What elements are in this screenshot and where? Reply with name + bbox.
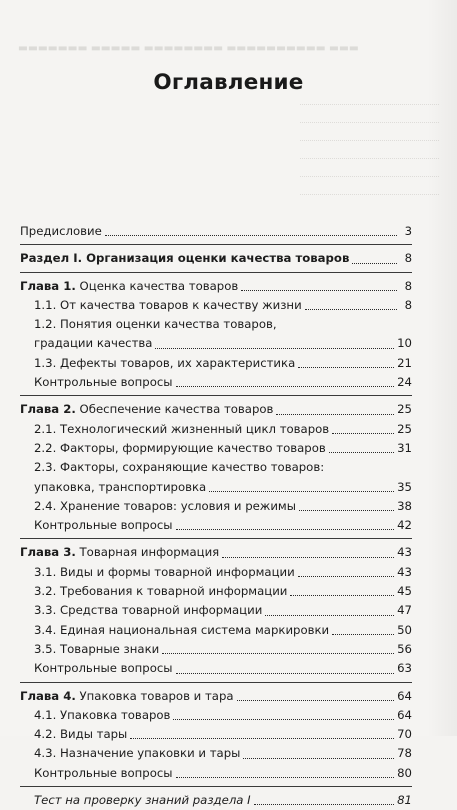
dot-leader — [176, 673, 395, 674]
page-number: 35 — [397, 479, 412, 494]
toc-entry[interactable] — [20, 764, 412, 783]
toc-entry[interactable] — [20, 400, 412, 419]
page-number: 25 — [397, 402, 412, 417]
dot-leader — [298, 367, 394, 368]
page-number: 43 — [397, 564, 412, 579]
bleed-through-line — [300, 140, 439, 141]
page-number: 25 — [397, 421, 412, 436]
toc-entry-label: 1.2. Понятия оценки качества товаров, — [34, 317, 277, 332]
page-number: 45 — [397, 584, 412, 599]
toc-entry[interactable] — [20, 296, 412, 315]
dot-leader — [222, 557, 394, 558]
toc-entry[interactable] — [20, 373, 412, 392]
toc-entry-label: упаковка, транспортировка — [34, 479, 207, 494]
page-edge-shadow — [427, 0, 457, 736]
page-title: Оглавление — [153, 70, 304, 95]
page-number: 63 — [397, 661, 412, 676]
toc-entry-label: Контрольные вопросы — [34, 661, 173, 676]
dot-leader — [243, 758, 394, 759]
toc-entry-label: Раздел I. Организация оценки качества товаров — [20, 251, 350, 266]
toc-entry[interactable] — [20, 601, 412, 620]
toc-entry-label: Контрольные вопросы — [34, 375, 173, 390]
toc-entry-label: 2.2. Факторы, формирующие качество товаров — [34, 440, 326, 455]
toc-entry[interactable] — [20, 458, 412, 477]
toc-entry[interactable] — [20, 516, 412, 535]
section-divider — [20, 786, 412, 787]
toc-entry[interactable] — [20, 222, 412, 241]
page-number: 8 — [404, 251, 412, 266]
toc-entry-label: Предисловие — [20, 224, 102, 238]
bleed-through-line — [300, 122, 439, 123]
toc-entry[interactable] — [20, 478, 412, 497]
page-number: 8 — [404, 297, 412, 312]
toc-entry[interactable] — [20, 687, 412, 706]
toc-entry-label: 3.1. Виды и формы товарной информации — [34, 564, 295, 579]
bleed-through-header: ▬▬▬ ▬▬▬▬▬▬▬▬▬▬ ▬▬▬▬▬▬▬▬ ▬▬▬▬▬ ▬▬▬▬▬▬▬ — [18, 42, 359, 54]
toc-entry-label — [20, 400, 273, 419]
toc-entry[interactable] — [20, 277, 412, 296]
chapter-number: Глава 3. — [20, 545, 76, 560]
chapter-title: Обеспечение качества товаров — [75, 402, 274, 417]
chapter-number: Глава 2. — [20, 402, 76, 417]
dot-leader — [276, 414, 394, 415]
toc-entry-label: 3.2. Требования к товарной информации — [34, 584, 288, 599]
toc-entry[interactable] — [20, 315, 412, 334]
toc-entry[interactable] — [20, 420, 412, 439]
toc-entry[interactable] — [20, 334, 412, 353]
toc-entry-label: 1.1. От качества товаров к качеству жизни — [34, 297, 302, 312]
dot-leader — [105, 235, 397, 236]
section-divider — [20, 682, 412, 683]
page-number: 43 — [397, 545, 412, 560]
page-number: 38 — [397, 498, 412, 513]
toc-entry-label: 3.5. Товарные знаки — [34, 641, 160, 656]
bleed-through-line — [300, 158, 439, 159]
toc-entry-label — [20, 277, 238, 296]
toc-entry-label: Контрольные вопросы — [34, 518, 173, 533]
dot-leader — [329, 452, 394, 453]
section-divider — [20, 272, 412, 273]
dot-leader — [176, 529, 395, 530]
dot-leader — [298, 576, 394, 577]
dot-leader — [305, 309, 397, 310]
toc-entry[interactable] — [20, 543, 412, 562]
chapter-title: Товарная информация — [75, 545, 220, 560]
chapter-number: Глава 4. — [20, 688, 76, 703]
page-number: 80 — [397, 765, 412, 780]
toc-entry[interactable] — [20, 497, 412, 516]
toc-entry[interactable] — [20, 659, 412, 678]
dot-leader — [162, 653, 394, 654]
section-divider — [20, 395, 412, 396]
page-number: 50 — [397, 622, 412, 637]
chapter-title: Упаковка товаров и тара — [75, 688, 234, 703]
toc-entry-label: 4.2. Виды тары — [34, 727, 128, 742]
dot-leader — [332, 634, 394, 635]
page-number: 70 — [397, 727, 412, 742]
table-of-contents — [20, 222, 412, 810]
page-number: 56 — [397, 641, 412, 656]
page-number: 8 — [404, 278, 412, 293]
page-number: 10 — [397, 336, 412, 351]
toc-entry[interactable] — [20, 744, 412, 763]
page-number: 64 — [397, 707, 412, 722]
dot-leader — [155, 348, 394, 349]
page-number: 64 — [397, 688, 412, 703]
dot-leader — [176, 777, 395, 778]
dot-leader — [176, 386, 395, 387]
toc-entry-label: 2.4. Хранение товаров: условия и режимы — [34, 498, 296, 513]
toc-entry[interactable] — [20, 791, 412, 810]
bleed-through-line — [300, 194, 439, 195]
toc-entry-label: 4.3. Назначение упаковки и тары — [34, 746, 241, 761]
toc-entry-label: 4.1. Упаковка товаров — [34, 707, 171, 722]
page-number: 24 — [397, 375, 412, 390]
toc-entry-label: 3.4. Единая национальная система маркировки — [34, 622, 330, 637]
page-number: 21 — [397, 355, 412, 370]
toc-entry-label: Контрольные вопросы — [34, 765, 173, 780]
toc-entry[interactable] — [20, 563, 412, 582]
toc-entry-label: градации качества — [34, 336, 153, 351]
toc-entry-label: Тест на проверку знаний раздела I — [34, 793, 251, 808]
section-divider — [20, 538, 412, 539]
toc-entry[interactable] — [20, 706, 412, 725]
toc-entry-label — [20, 543, 219, 562]
toc-entry[interactable] — [20, 354, 412, 373]
toc-entry[interactable] — [20, 621, 412, 640]
toc-entry-label: 1.3. Дефекты товаров, их характеристика — [34, 355, 296, 370]
section-divider — [20, 244, 412, 245]
toc-entry[interactable] — [20, 249, 412, 268]
toc-entry[interactable] — [20, 582, 412, 601]
dot-leader — [299, 510, 394, 511]
bleed-through-line — [300, 176, 439, 177]
dot-leader — [173, 719, 394, 720]
page-number: 47 — [397, 603, 412, 618]
toc-entry-label: 2.3. Факторы, сохраняющие качество товаров: — [34, 460, 325, 475]
page-number: 3 — [404, 224, 412, 238]
dot-leader — [265, 615, 394, 616]
toc-entry-label: 2.1. Технологический жизненный цикл товаров — [34, 421, 330, 436]
dot-leader — [332, 433, 394, 434]
toc-entry-label: 3.3. Средства товарной информации — [34, 603, 263, 618]
bleed-through-line — [300, 104, 439, 105]
dot-leader — [352, 263, 397, 264]
toc-entry[interactable] — [20, 439, 412, 458]
dot-leader — [130, 738, 394, 739]
dot-leader — [209, 491, 394, 492]
page-number: 31 — [397, 440, 412, 455]
dot-leader — [241, 290, 397, 291]
chapter-number: Глава 1. — [20, 278, 76, 293]
toc-entry-label — [20, 687, 234, 706]
page-number: 81 — [397, 793, 412, 808]
page-number: 78 — [397, 746, 412, 761]
dot-leader — [237, 700, 395, 701]
dot-leader — [254, 804, 395, 805]
chapter-title: Оценка качества товаров — [75, 278, 239, 293]
page-number: 42 — [397, 518, 412, 533]
dot-leader — [290, 595, 394, 596]
toc-entry[interactable] — [20, 640, 412, 659]
toc-entry[interactable] — [20, 725, 412, 744]
